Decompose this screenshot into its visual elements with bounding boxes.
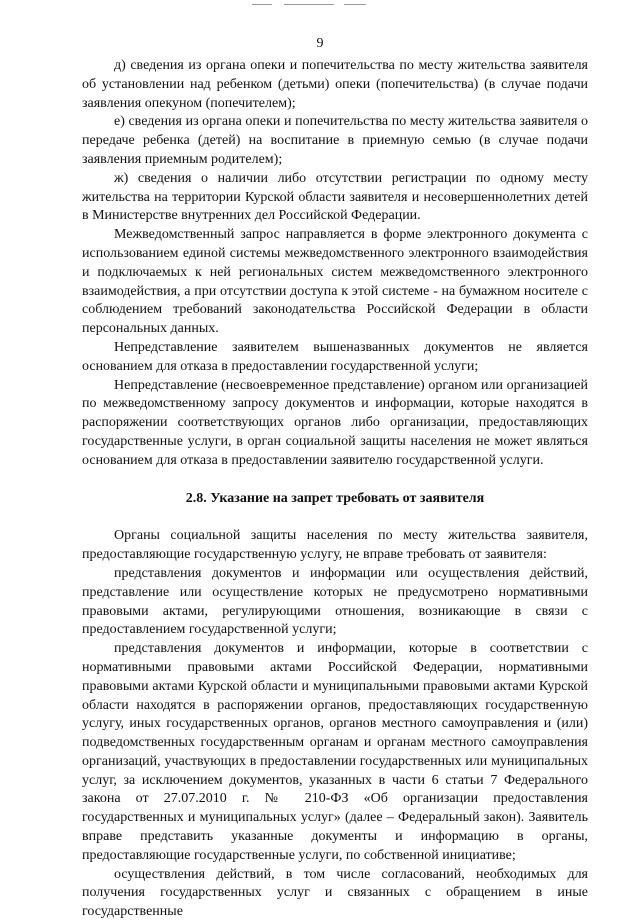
paragraph-non-submission: Непредставление заявителем вышеназванных документов не является основанием для отказа в предоставлении государственной услуги; xyxy=(82,339,588,374)
top-edge-rule xyxy=(344,4,366,5)
paragraph-item-d: д) сведения из органа опеки и попечительства по месту жительства заявителя об установлении над ребенком (детьми) опеки (попечительства) (в случае подачи заявления опекуном (попечителем); xyxy=(82,58,588,111)
paragraph-item-e: е) сведения из органа опеки и попечительства по месту жительства заявителя о передаче ребенка (детей) на воспитание в приемную семью (в случае подачи заявления приемным родителем); xyxy=(82,114,588,167)
top-edge-rule xyxy=(284,4,334,5)
top-edge-rule xyxy=(252,4,272,5)
paragraph-prohibition-2: представления документов и информации, которые в соответствии с нормативными правовыми актами Российской Федерации, нормативными правовыми актами Курской области и муниципальными правовыми актами Курской области находятся в распоряжении органов, предоставляющих государственную услугу, иных государственных органов, органов местного самоуправления и (или) подведомственных государственным органам и органам местного самоуправления организаций, участвующих в предоставлении государственных или муниципальных услуг, за исключением документов, указанных в части 6 статьи 7 Федерального закона от 27.07.2010 г. № 210-ФЗ «Об организации предоставления государственных и муниципальных услуг» (далее – Федеральный закон). Заявитель вправе представить указанные документы и информацию в органы, предоставляющие государственные услуги, по собственной инициативе; xyxy=(82,641,588,863)
document-body xyxy=(82,57,588,922)
paragraph-late-submission: Непредставление (несвоевременное представление) органом или организацией по межведомственному запросу документов и информации, которые находятся в распоряжении соответствующих органов либо организации, предоставляющих государственные услуги, в орган социальной защиты населения не может являться основанием для отказа в предоставлении заявителю государственной услуги. xyxy=(82,377,588,468)
paragraph-authorities: Органы социальной защиты населения по месту жительства заявителя, предоставляющие государственную услугу, не вправе требовать от заявителя: xyxy=(82,528,588,563)
section-heading: 2.8. Указание на запрет требовать от заявителя xyxy=(185,490,485,506)
paragraph-item-zh: ж) сведения о наличии либо отсутствии регистрации по одному месту жительства на территории Курской области заявителя и несовершеннолетних детей в Министерстве внутренних дел Российской Федерации. xyxy=(82,170,588,224)
paragraph-prohibition-1: представления документов и информации или осуществления действий, представление или осуществление которых не предусмотрено нормативными правовыми актами, регулирующими отношения, возникающие в связи с предоставлением государственной услуги; xyxy=(82,565,588,638)
paragraph-interagency-request: Межведомственный запрос направляется в форме электронного документа с использованием единой системы межведомственного электронного взаимодействия и подключаемых к ней региональных систем межведомственного электронного взаимодействия, а при отсутствии доступа к этой системе - на бумажном носителе с соблюдением требований законодательства Российской Федерации в области персональных данных. xyxy=(82,227,588,337)
paragraph-prohibition-3: осуществления действий, в том числе согласований, необходимых для получения государственных услуг и связанных с обращением в иные государственные xyxy=(82,866,588,920)
page-number: 9 xyxy=(316,36,324,51)
